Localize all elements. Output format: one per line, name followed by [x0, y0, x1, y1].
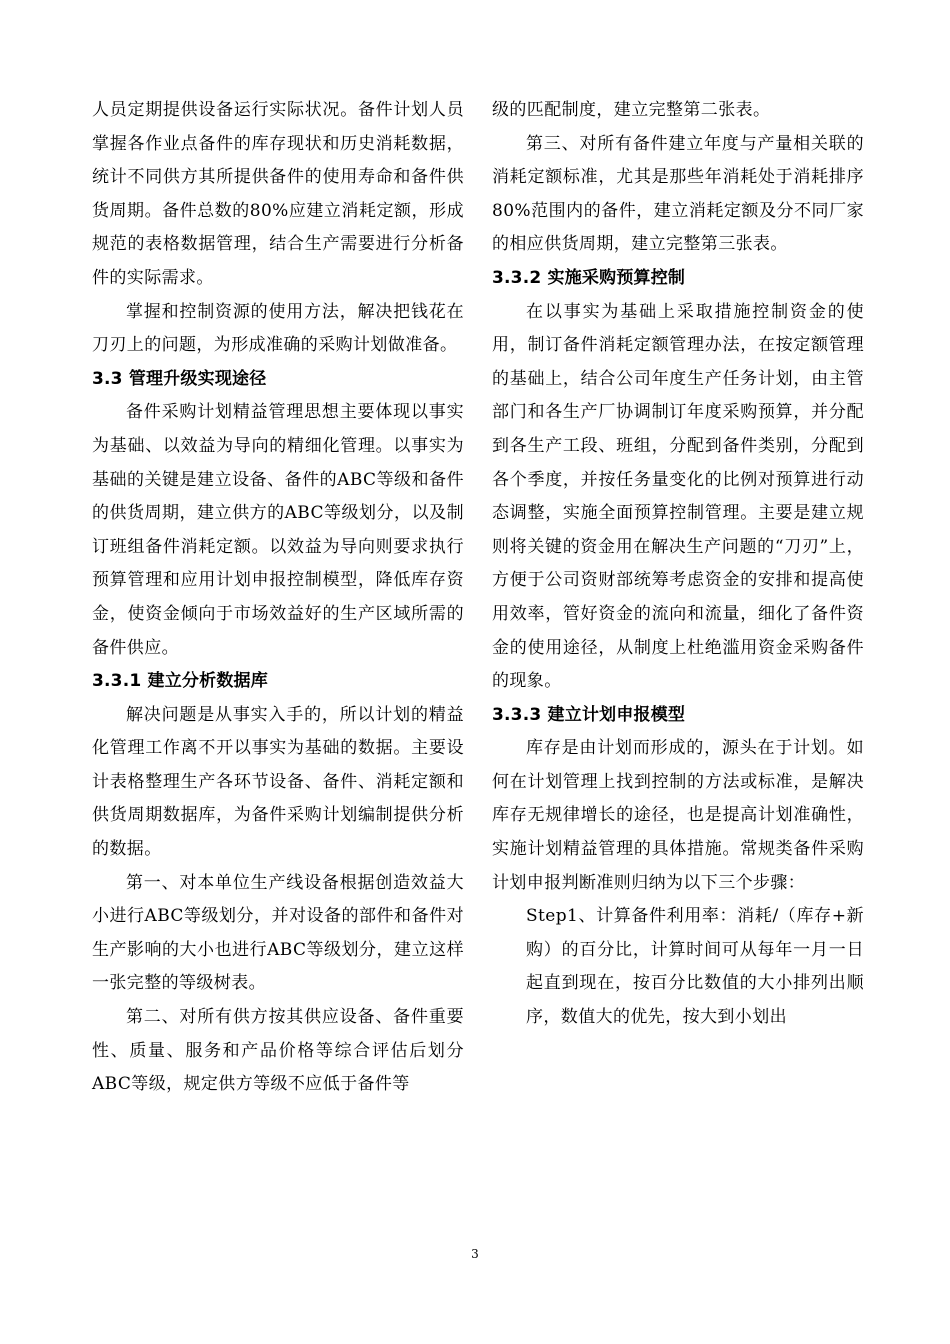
left-column — [92, 94, 464, 1102]
subsection-heading: 3.3.1 建立分析数据库 — [92, 671, 268, 692]
paragraph: 第三、对所有备件建立年度与产量相关联的消耗定额标准，尤其是那些年消耗处于消耗排序80%范围内的备件，建立消耗定额及分不同厂家的相应供货周期，建立完整第三张表。 — [492, 133, 864, 255]
paragraph: 在以事实为基础上采取措施控制资金的使用，制订备件消耗定额管理办法，在按定额管理的基础上，结合公司年度生产任务计划，由主管部门和各生产厂协调制订年度采购预算，并分配到各生产工段、班组，分配到备件类别，分配到各个季度，并按任务量变化的比例对预算进行动态调整，实施全面预算控制管理。主要是建立规则将关键的资金用在解决生产问题的“刀刃”上，方便于公司资财部统筹考虑资金的安排和提高使用效率，管好资金的流向和流量，细化了备件资金的使用途径，从制度上杜绝滥用资金采购备件的现象。 — [492, 301, 864, 692]
subsection-heading: 3.3.2 实施采购预算控制 — [492, 267, 686, 288]
paragraph: 掌握和控制资源的使用方法，解决把钱花在刀刃上的问题，为形成准确的采购计划做准备。 — [92, 301, 464, 356]
page-number: 3 — [471, 1247, 479, 1261]
step-paragraph: Step1、计算备件利用率：消耗/（库存+新购）的百分比，计算时间可从每年一月一日起直到现在，按百分比数值的大小排列出顺序，数值大的优先，按大到小划出 — [526, 906, 864, 1028]
paragraph: 解决问题是从事实入手的，所以计划的精益化管理工作离不开以事实为基础的数据。主要设计表格整理生产各环节设备、备件、消耗定额和供货周期数据库，为备件采购计划编制提供分析的数据。 — [92, 704, 464, 860]
section-heading: 3.3 管理升级实现途径 — [92, 368, 267, 389]
paragraph: 第二、对所有供方按其供应设备、备件重要性、质量、服务和产品价格等综合评估后划分ABC等级，规定供方等级不应低于备件等 — [92, 1007, 464, 1095]
paragraph: 级的匹配制度，建立完整第二张表。 — [492, 100, 771, 120]
paragraph: 备件采购计划精益管理思想主要体现以事实为基础、以效益为导向的精细化管理。以事实为基础的关键是建立设备、备件的ABC等级和备件的供货周期，建立供方的ABC等级划分，以及制订班组备件消耗定额。以效益为导向则要求执行预算管理和应用计划申报控制模型，降低库存资金，使资金倾向于市场效益好的生产区域所需的备件供应。 — [92, 402, 464, 658]
paragraph: 第一、对本单位生产线设备根据创造效益大小进行ABC等级划分，并对设备的部件和备件对生产影响的大小也进行ABC等级划分，建立这样一张完整的等级树表。 — [92, 872, 464, 994]
paragraph: 人员定期提供设备运行实际状况。备件计划人员掌握各作业点备件的库存现状和历史消耗数据，统计不同供方其所提供备件的使用寿命和备件供货周期。备件总数的80%应建立消耗定额，形成规范的表格数据管理，结合生产需要进行分析备件的实际需求。 — [92, 100, 464, 288]
paragraph: 库存是由计划而形成的，源头在于计划。如何在计划管理上找到控制的方法或标准，是解决库存无规律增长的途径，也是提高计划准确性，实施计划精益管理的具体措施。常规类备件采购计划申报判断准则归纳为以下三个步骤： — [492, 738, 864, 893]
subsection-heading: 3.3.3 建立计划申报模型 — [492, 704, 686, 725]
right-column — [492, 94, 864, 1035]
